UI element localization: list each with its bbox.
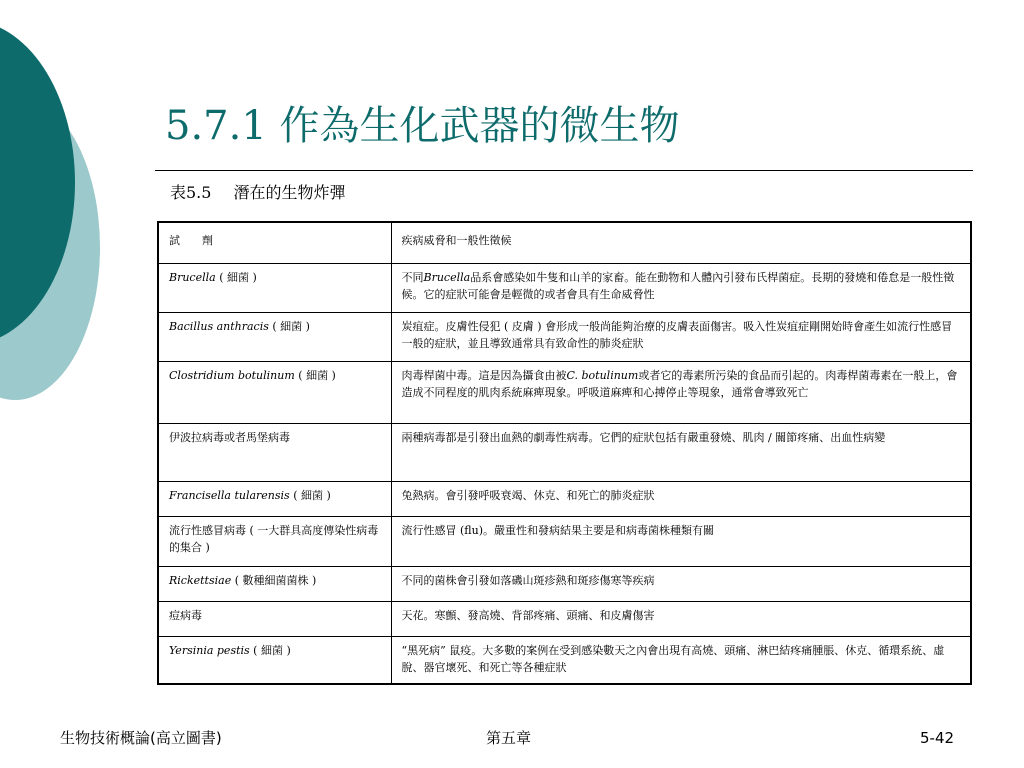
agent-description: ( 細菌 ) bbox=[268, 319, 310, 333]
table-row bbox=[158, 516, 971, 566]
threat-cell bbox=[391, 516, 971, 566]
threat-text: 炭疽症。皮膚性侵犯 ( 皮膚 ) 會形成一般尚能夠治療的皮膚表面傷害。吸入性炭疽症剛開始時會產生如流行性感冒一般的症狀，並且導致通常具有致命性的肺炎症狀 bbox=[401, 319, 953, 350]
table-row bbox=[158, 263, 971, 312]
threat-text-continued: 品系會感染如牛隻和山羊的家畜。能在動物和人體內引發布氏桿菌症。長期的發燒和倦怠是一般性徵候。它的症狀可能會是輕微的或者會具有生命威脅性 bbox=[401, 270, 955, 301]
agent-latin-name: Francisella tularensis bbox=[169, 488, 290, 502]
agent-cell bbox=[158, 481, 391, 516]
threat-cell bbox=[391, 312, 971, 361]
agent-latin-name: Brucella bbox=[169, 270, 216, 284]
agent-cell bbox=[158, 423, 391, 481]
table-caption-number: 表5.5 bbox=[170, 183, 212, 202]
agent-description: ( 數種細菌菌株 ) bbox=[231, 573, 317, 587]
threat-text: 肉毒桿菌中毒。這是因為攝食由被 bbox=[401, 368, 567, 382]
agent-description: ( 細菌 ) bbox=[215, 270, 257, 284]
threat-text: 兔熱病。會引發呼吸衰竭、休克、和死亡的肺炎症狀 bbox=[401, 488, 655, 502]
agent-cell bbox=[158, 361, 391, 423]
threat-text: 不同的菌株會引發如落磯山斑疹熱和斑疹傷寒等疾病 bbox=[401, 573, 655, 587]
agent-cell bbox=[158, 263, 391, 312]
threat-text: “黑死病” 鼠疫。大多數的案例在受到感染數天之內會出現有高燒、頭痛、淋巴結疼痛腫脹、休克、循環系統、虛脫、器官壞死、和死亡等各種症狀 bbox=[401, 643, 945, 674]
agent-cell bbox=[158, 516, 391, 566]
table-row bbox=[158, 481, 971, 516]
table-caption bbox=[170, 182, 345, 204]
threat-cell bbox=[391, 636, 971, 684]
header-threat: 疾病威脅和一般性徵候 bbox=[391, 222, 971, 263]
agent-description: ( 細菌 ) bbox=[294, 368, 336, 382]
agent-description: 痘病毒 bbox=[169, 608, 202, 622]
threat-cell bbox=[391, 361, 971, 423]
agent-description: 伊波拉病毒或者馬堡病毒 bbox=[169, 430, 290, 444]
title-divider bbox=[155, 170, 973, 171]
table-row bbox=[158, 566, 971, 601]
agent-latin-name: Rickettsiae bbox=[169, 573, 232, 587]
table-caption-text: 潛在的生物炸彈 bbox=[233, 183, 346, 202]
agent-description: ( 細菌 ) bbox=[289, 488, 331, 502]
agent-cell bbox=[158, 601, 391, 636]
threat-cell bbox=[391, 423, 971, 481]
agent-latin-name: Clostridium botulinum bbox=[169, 368, 295, 382]
table-row bbox=[158, 601, 971, 636]
threat-latin-name: C. botulinum bbox=[566, 368, 639, 382]
threat-cell bbox=[391, 263, 971, 312]
table-row bbox=[158, 423, 971, 481]
footer-book-title: 生物技術概論(高立圖書) bbox=[60, 729, 222, 747]
threat-text-continued: 或者它的毒素所污染的食品而引起的。肉毒桿菌毒素在一般上，會造成不同程度的肌肉系統麻痺現象。呼吸道麻痺和心搏停止等現象，通常會導致死亡 bbox=[401, 368, 958, 399]
footer-page-number: 5-42 bbox=[920, 729, 955, 747]
footer-chapter: 第五章 bbox=[486, 729, 532, 747]
table-row bbox=[158, 312, 971, 361]
agent-latin-name: Yersinia pestis bbox=[169, 643, 250, 657]
threat-text: 流行性感冒 (flu)。嚴重性和發病結果主要是和病毒菌株種類有關 bbox=[401, 523, 714, 537]
threat-latin-name: Brucella bbox=[423, 270, 471, 284]
header-agent: 試 劑 bbox=[158, 222, 391, 263]
agent-cell bbox=[158, 566, 391, 601]
slide-title: 5.7.1 作為生化武器的微生物 bbox=[165, 103, 680, 149]
agent-cell bbox=[158, 312, 391, 361]
agent-cell bbox=[158, 636, 391, 684]
agent-description: ( 細菌 ) bbox=[249, 643, 291, 657]
threat-cell bbox=[391, 601, 971, 636]
table-row bbox=[158, 361, 971, 423]
threat-cell bbox=[391, 566, 971, 601]
threat-text: 兩種病毒都是引發出血熱的劇毒性病毒。它們的症狀包括有嚴重發燒、肌肉 / 關節疼痛、出血性病變 bbox=[401, 430, 886, 444]
threat-text: 不同 bbox=[401, 270, 424, 284]
table-row bbox=[158, 636, 971, 684]
threat-text: 天花。寒顫、發高燒、背部疼痛、頭痛、和皮膚傷害 bbox=[401, 608, 655, 622]
agent-latin-name: Bacillus anthracis bbox=[169, 319, 269, 333]
threat-cell bbox=[391, 481, 971, 516]
bioweapons-table bbox=[157, 221, 972, 685]
agent-description: 流行性感冒病毒 ( 一大群具高度傳染性病毒的集合 ) bbox=[169, 523, 379, 554]
table-header-row bbox=[158, 222, 971, 263]
